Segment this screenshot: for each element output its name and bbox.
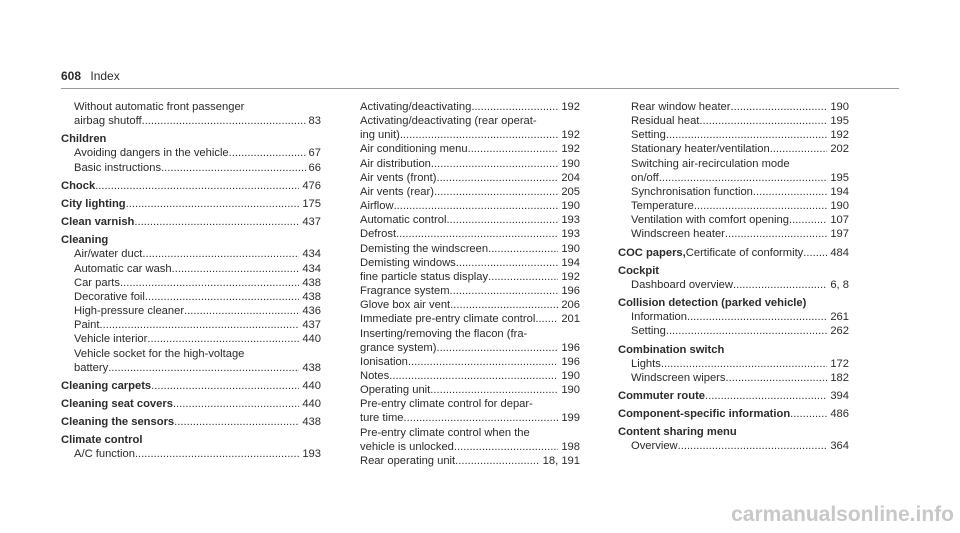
dot-leader (436, 171, 558, 185)
dot-leader (488, 242, 558, 256)
index-entry[interactable] (360, 284, 580, 298)
entry-label: ture time (360, 412, 404, 425)
index-entry[interactable] (618, 213, 849, 227)
index-entry[interactable] (360, 355, 580, 369)
entry-label: ing unit) (360, 129, 400, 142)
index-entry[interactable] (360, 128, 580, 142)
index-entry[interactable] (360, 213, 580, 227)
entry-label: Dashboard overview (631, 278, 733, 291)
page-reference[interactable]: 190 (561, 157, 580, 170)
entry-label: Component-specific information (618, 408, 791, 421)
dot-leader (694, 199, 828, 213)
entry-label: Air distribution (360, 157, 431, 170)
index-entry[interactable] (360, 142, 580, 156)
entry-label: Information (631, 311, 687, 324)
page-reference[interactable]: 6, 8 (830, 278, 849, 291)
index-entry[interactable] (360, 199, 580, 213)
page-reference[interactable]: 67 (308, 147, 321, 160)
entry-label: Cleaning seat covers (61, 397, 173, 410)
index-heading-entry[interactable] (61, 179, 321, 193)
page-reference[interactable]: 182 (830, 371, 849, 384)
index-entry[interactable] (360, 454, 580, 468)
dot-leader (705, 389, 827, 403)
index-entry[interactable] (618, 278, 849, 292)
entry-label: Operating unit (360, 384, 431, 397)
entry-label: Setting (631, 129, 666, 142)
index-heading-entry[interactable] (61, 215, 321, 229)
dot-leader (488, 270, 558, 284)
entry-label: fine particle status display (360, 270, 489, 283)
entry-label: Windscreen heater (631, 228, 725, 241)
entry-label: Avoiding dangers in the vehicle (74, 147, 229, 160)
dot-leader (666, 324, 827, 338)
dot-leader (789, 213, 827, 227)
dot-leader (95, 179, 299, 193)
dot-leader (142, 114, 306, 128)
page-reference[interactable]: 206 (561, 299, 580, 312)
index-column-1 (61, 100, 321, 462)
page-reference[interactable]: 434 (302, 262, 321, 275)
index-entry[interactable] (61, 262, 321, 276)
dot-leader (404, 411, 559, 425)
index-heading: Climate control (61, 434, 143, 447)
dot-leader (430, 383, 558, 397)
dot-leader (659, 171, 828, 185)
dot-leader (145, 290, 299, 304)
dot-leader (229, 146, 306, 160)
index-entry[interactable] (618, 199, 849, 213)
page-header (61, 69, 120, 83)
index-entry[interactable] (61, 161, 321, 175)
dot-leader (687, 310, 827, 324)
entry-label: Fragrance system (360, 285, 450, 298)
index-heading: Cleaning (61, 234, 109, 247)
dot-leader (731, 100, 828, 114)
page-reference[interactable]: 394 (830, 389, 849, 402)
entry-label: Automatic car wash (74, 262, 172, 275)
index-heading-entry[interactable] (618, 246, 849, 260)
index-heading: Collision detection (parked vehicle) (618, 297, 807, 310)
index-heading-entry[interactable] (618, 407, 849, 421)
index-entry[interactable] (61, 290, 321, 304)
index-entry-continuation: Inserting/removing the flacon (fra- (360, 327, 528, 340)
index-heading: Combination switch (618, 343, 725, 356)
entry-label: Stationary heater/ventilation (631, 143, 770, 156)
page-reference[interactable]: 175 (302, 197, 321, 210)
page-reference[interactable]: 192 (561, 270, 580, 283)
page-reference[interactable]: 364 (830, 440, 849, 453)
index-entry[interactable] (360, 157, 580, 171)
entry-label: Rear window heater (631, 101, 731, 113)
index-entry[interactable] (618, 371, 849, 385)
entry-label: COC papers, (618, 246, 686, 259)
page-reference[interactable]: 192 (561, 129, 580, 142)
page-reference[interactable]: 486 (830, 408, 849, 421)
entry-label: Notes (360, 369, 390, 382)
dot-leader (400, 128, 559, 142)
page-reference[interactable]: 190 (561, 200, 580, 213)
page-reference[interactable]: 193 (561, 214, 580, 227)
index-entry-continuation: Pre-entry climate control when the (360, 426, 530, 439)
dot-leader (173, 397, 299, 411)
entry-label: Activating/deactivating (360, 101, 472, 113)
entry-label: Demisting the windscreen (360, 242, 489, 255)
dot-leader (454, 440, 558, 454)
page-reference[interactable]: 262 (830, 325, 849, 338)
index-entry[interactable] (618, 142, 849, 156)
entry-label: Air conditioning menu (360, 143, 468, 156)
index-heading: Cockpit (618, 264, 660, 277)
index-heading-entry[interactable] (61, 197, 321, 211)
page-reference[interactable]: 476 (302, 179, 321, 192)
index-entry-continuation: Without automatic front passenger (74, 101, 245, 113)
index-entry[interactable] (61, 361, 321, 375)
dot-leader (436, 341, 558, 355)
page-reference[interactable]: 197 (830, 228, 849, 241)
index-column-3 (618, 100, 849, 454)
index-entry[interactable] (360, 242, 580, 256)
page-reference[interactable]: 190 (830, 101, 849, 113)
entry-label: Glove box air vent (360, 299, 451, 312)
dot-leader (468, 142, 559, 156)
entry-label: Air vents (front) (360, 171, 437, 184)
index-entry[interactable] (618, 171, 849, 185)
page-reference[interactable]: 440 (302, 333, 321, 346)
entry-label: Residual heat (631, 115, 700, 128)
entry-label: Lights (631, 357, 661, 370)
page-reference[interactable]: 190 (561, 242, 580, 255)
index-entry[interactable] (618, 324, 849, 338)
entry-label: Ionisation (360, 355, 408, 368)
dot-leader (151, 379, 299, 393)
entry-label: Overview (631, 440, 678, 453)
page-reference[interactable]: 192 (561, 143, 580, 156)
page-reference[interactable]: 438 (302, 361, 321, 374)
page-reference[interactable]: 193 (561, 228, 580, 241)
index-entry[interactable] (61, 318, 321, 332)
page-reference[interactable]: 196 (561, 285, 580, 298)
index-entry[interactable] (360, 341, 580, 355)
dot-leader (455, 454, 540, 468)
index-entry[interactable] (61, 146, 321, 160)
dot-leader (726, 371, 828, 385)
watermark: carmanualsonline.info (731, 503, 954, 526)
dot-leader (535, 312, 558, 326)
page-reference[interactable]: 66 (308, 161, 321, 174)
index-entry[interactable] (618, 310, 849, 324)
dot-leader (666, 128, 827, 142)
entry-label: Paint (74, 319, 100, 332)
dot-leader (733, 278, 827, 292)
dot-leader (394, 199, 559, 213)
index-entry[interactable] (360, 171, 580, 185)
page-reference[interactable]: 484 (830, 246, 849, 259)
entry-label: vehicle is unlocked (360, 440, 454, 453)
entry-label: Windscreen wipers (631, 371, 726, 384)
index-entry[interactable] (61, 304, 321, 318)
dot-leader (161, 161, 305, 175)
index-entry-continuation: Activating/deactivating (rear operat- (360, 115, 537, 128)
dot-leader (471, 100, 558, 114)
dot-leader (450, 284, 559, 298)
dot-leader (142, 247, 299, 261)
entry-label: Immediate pre-entry climate control (360, 313, 536, 326)
page-reference[interactable]: 107 (830, 214, 849, 227)
page-reference[interactable]: 194 (830, 185, 849, 198)
dot-leader (120, 276, 299, 290)
index-entry[interactable] (360, 383, 580, 397)
index-entry[interactable] (360, 312, 580, 326)
dot-leader (790, 407, 827, 421)
entry-label-detail: Certificate of conformity (685, 246, 804, 259)
index-entry[interactable] (618, 100, 849, 114)
page-reference[interactable]: 438 (302, 290, 321, 303)
dot-leader (108, 361, 299, 375)
entry-label: Chock (61, 179, 96, 192)
page-reference[interactable]: 437 (302, 319, 321, 332)
page-reference[interactable]: 438 (302, 276, 321, 289)
entry-label: A/C function (74, 448, 135, 461)
dot-leader (699, 114, 827, 128)
page-reference[interactable]: 438 (302, 416, 321, 429)
dot-leader (126, 197, 300, 211)
dot-leader (450, 298, 558, 312)
index-entry[interactable] (360, 369, 580, 383)
page-reference[interactable]: 437 (302, 216, 321, 229)
dot-leader (770, 142, 828, 156)
index-entry[interactable] (61, 447, 321, 461)
entry-label: Air/water duct (74, 248, 143, 261)
entry-label: Rear operating unit (360, 454, 456, 467)
page-reference[interactable]: 190 (561, 369, 580, 382)
entry-label: airbag shutoff (74, 115, 142, 128)
index-entry[interactable] (360, 440, 580, 454)
index-entry[interactable] (61, 276, 321, 290)
entry-label: Defrost (360, 228, 397, 241)
entry-label: Cleaning carpets (61, 379, 152, 392)
entry-label: grance system) (360, 341, 437, 354)
page-reference[interactable]: 204 (561, 171, 580, 184)
page-reference[interactable]: 440 (302, 379, 321, 392)
page-reference[interactable]: 261 (830, 311, 849, 324)
page-reference[interactable]: 192 (561, 101, 580, 113)
index-entry[interactable] (360, 100, 580, 114)
entry-label: Basic instructions (74, 161, 162, 174)
entry-label: City lighting (61, 197, 126, 210)
page-reference[interactable]: 192 (830, 129, 849, 142)
header-divider (61, 88, 899, 89)
page-reference[interactable]: 436 (302, 305, 321, 318)
entry-label: on/off (631, 171, 659, 184)
index-entry[interactable] (618, 185, 849, 199)
index-entry[interactable] (360, 298, 580, 312)
page-reference[interactable]: 196 (561, 355, 580, 368)
entry-label: Synchronisation function (631, 185, 753, 198)
entry-label: Demisting windows (360, 256, 456, 269)
page-reference[interactable]: 199 (561, 412, 580, 425)
index-entry[interactable] (61, 114, 321, 128)
entry-label: Cleaning the sensors (61, 416, 175, 429)
page-reference[interactable]: 196 (561, 341, 580, 354)
page-reference[interactable]: 83 (308, 115, 321, 128)
index-entry[interactable] (360, 270, 580, 284)
index-entry[interactable] (618, 128, 849, 142)
entry-label: Clean varnish (61, 216, 135, 229)
page-reference[interactable]: 193 (302, 448, 321, 461)
index-entry[interactable] (618, 357, 849, 371)
entry-label: Vehicle interior (74, 333, 148, 346)
entry-label: Commuter route (618, 389, 706, 402)
entry-label: battery (74, 361, 109, 374)
page-reference[interactable]: 198 (561, 440, 580, 453)
entry-label: Car parts (74, 276, 121, 289)
entry-label: High-pressure cleaner (74, 305, 185, 318)
page-reference[interactable]: 172 (830, 357, 849, 370)
section-title: Index (90, 69, 120, 83)
dot-leader (184, 304, 299, 318)
dot-leader (135, 447, 299, 461)
index-heading-entry[interactable] (61, 379, 321, 393)
index-entry[interactable] (618, 114, 849, 128)
page-reference[interactable]: 194 (561, 256, 580, 269)
page-number: 608 (61, 69, 82, 83)
dot-leader (753, 185, 827, 199)
dot-leader (725, 227, 827, 241)
index-column-2 (360, 100, 580, 468)
dot-leader (100, 318, 300, 332)
entry-label: Temperature (631, 200, 694, 213)
index-heading-entry[interactable] (618, 389, 849, 403)
dot-leader (147, 332, 299, 346)
dot-leader (134, 215, 299, 229)
dot-leader (456, 256, 559, 270)
page-reference[interactable]: 202 (830, 143, 849, 156)
dot-leader (174, 415, 299, 429)
index-entry-continuation: Switching air-recirculation mode (631, 157, 790, 170)
page-reference[interactable]: 18, 191 (542, 454, 580, 467)
page-reference[interactable]: 190 (561, 384, 580, 397)
entry-label: Airflow (360, 200, 394, 213)
dot-leader (446, 213, 558, 227)
page-reference[interactable]: 195 (830, 171, 849, 184)
dot-leader (661, 357, 827, 371)
dot-leader (389, 369, 558, 383)
page-reference[interactable]: 201 (561, 313, 580, 326)
index-entry-continuation: Vehicle socket for the high-voltage (74, 347, 245, 360)
index-entry[interactable] (360, 411, 580, 425)
entry-label: Ventilation with comfort opening (631, 214, 789, 227)
index-entry[interactable] (618, 439, 849, 453)
page-reference[interactable]: 205 (561, 185, 580, 198)
entry-label: Air vents (rear) (360, 185, 434, 198)
index-entry-continuation: Pre-entry climate control for depar- (360, 398, 533, 411)
dot-leader (172, 262, 300, 276)
index-entry[interactable] (618, 227, 849, 241)
index-entry[interactable] (360, 185, 580, 199)
dot-leader (396, 227, 558, 241)
index-entry[interactable] (61, 247, 321, 261)
page-reference[interactable]: 434 (302, 248, 321, 261)
page-reference[interactable]: 440 (302, 397, 321, 410)
page-reference[interactable]: 190 (830, 200, 849, 213)
entry-label: Setting (631, 325, 666, 338)
index-entry[interactable] (360, 227, 580, 241)
index-heading-entry[interactable] (61, 415, 321, 429)
index-heading: Children (61, 133, 107, 146)
index-heading: Content sharing menu (618, 426, 737, 439)
index-heading-entry[interactable] (61, 397, 321, 411)
index-entry[interactable] (360, 256, 580, 270)
entry-label: Decorative foil (74, 290, 145, 303)
dot-leader (408, 355, 558, 369)
entry-label: Automatic control (360, 214, 447, 227)
dot-leader (678, 439, 828, 453)
page-reference[interactable]: 195 (830, 115, 849, 128)
dot-leader (431, 157, 558, 171)
dot-leader (434, 185, 558, 199)
index-entry[interactable] (61, 332, 321, 346)
dot-leader (803, 246, 827, 260)
